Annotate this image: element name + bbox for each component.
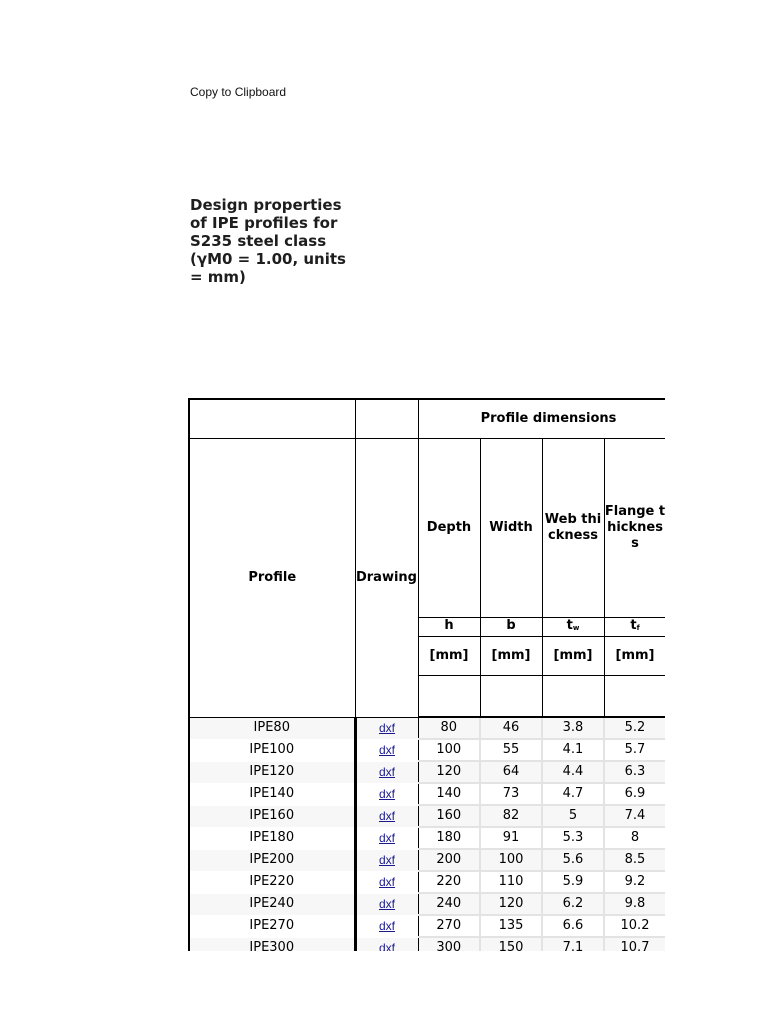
cell-depth: 200 xyxy=(418,849,480,871)
cell-web-thickness: 5 xyxy=(542,805,604,827)
cell-depth: 300 xyxy=(418,937,480,951)
cell-width: 100 xyxy=(480,849,542,871)
cell-web-thickness: 6.6 xyxy=(542,915,604,937)
cell-profile: IPE220 xyxy=(189,871,355,893)
symbol-b: b xyxy=(480,618,542,637)
header-depth: Depth xyxy=(418,439,480,618)
table-container xyxy=(188,398,665,951)
header-empty-cell xyxy=(480,676,542,718)
cell-web-thickness: 7.1 xyxy=(542,937,604,951)
table-row xyxy=(189,893,665,915)
cell-web-thickness: 5.3 xyxy=(542,827,604,849)
header-empty-cell xyxy=(604,676,665,718)
cell-flange-thickness: 9.2 xyxy=(604,871,665,893)
cell-flange-thickness: 7.4 xyxy=(604,805,665,827)
dxf-download-link[interactable]: dxf xyxy=(378,720,395,735)
dxf-download-link[interactable]: dxf xyxy=(378,786,395,801)
cell-depth: 160 xyxy=(418,805,480,827)
cell-drawing xyxy=(355,893,418,915)
table-body xyxy=(189,717,665,951)
cell-flange-thickness: 9.8 xyxy=(604,893,665,915)
cell-width: 64 xyxy=(480,761,542,783)
cell-width: 55 xyxy=(480,739,542,761)
cell-profile: IPE100 xyxy=(189,739,355,761)
cell-width: 150 xyxy=(480,937,542,951)
cell-flange-thickness: 10.2 xyxy=(604,915,665,937)
table-header xyxy=(189,399,665,717)
dxf-download-link[interactable]: dxf xyxy=(378,808,395,823)
table-row xyxy=(189,871,665,893)
cell-flange-thickness: 5.2 xyxy=(604,717,665,739)
cell-profile: IPE270 xyxy=(189,915,355,937)
cell-depth: 120 xyxy=(418,761,480,783)
cell-profile: IPE160 xyxy=(189,805,355,827)
cell-profile: IPE80 xyxy=(189,717,355,739)
table-row xyxy=(189,915,665,937)
page-title: Design properties of IPE profiles for S235 steel class (γM0 = 1.00, units = mm) xyxy=(190,196,346,286)
cell-drawing xyxy=(355,871,418,893)
dxf-download-link[interactable]: dxf xyxy=(378,852,395,867)
cell-flange-thickness: 8 xyxy=(604,827,665,849)
cell-width: 135 xyxy=(480,915,542,937)
cell-flange-thickness: 5.7 xyxy=(604,739,665,761)
cell-drawing xyxy=(355,739,418,761)
header-empty-cell xyxy=(418,676,480,718)
cell-drawing xyxy=(355,849,418,871)
cell-drawing xyxy=(355,783,418,805)
cell-web-thickness: 4.4 xyxy=(542,761,604,783)
cell-width: 91 xyxy=(480,827,542,849)
table-row xyxy=(189,739,665,761)
cell-depth: 140 xyxy=(418,783,480,805)
unit-h: [mm] xyxy=(418,637,480,676)
symbol-tf: $t_f$ xyxy=(604,618,665,637)
cell-profile: IPE120 xyxy=(189,761,355,783)
cell-profile: IPE180 xyxy=(189,827,355,849)
cell-profile: IPE140 xyxy=(189,783,355,805)
dxf-download-link[interactable]: dxf xyxy=(378,874,395,889)
cell-depth: 80 xyxy=(418,717,480,739)
dxf-download-link[interactable]: dxf xyxy=(378,764,395,779)
cell-width: 120 xyxy=(480,893,542,915)
header-profile: Profile xyxy=(189,439,355,718)
table-row xyxy=(189,783,665,805)
cell-depth: 240 xyxy=(418,893,480,915)
unit-tw: [mm] xyxy=(542,637,604,676)
cell-depth: 180 xyxy=(418,827,480,849)
cell-drawing xyxy=(355,805,418,827)
cell-flange-thickness: 6.9 xyxy=(604,783,665,805)
cell-web-thickness: 6.2 xyxy=(542,893,604,915)
cell-web-thickness: 4.1 xyxy=(542,739,604,761)
header-profile-dimensions: Profile dimensions xyxy=(418,399,665,439)
unit-b: [mm] xyxy=(480,637,542,676)
cell-flange-thickness: 6.3 xyxy=(604,761,665,783)
cell-drawing xyxy=(355,827,418,849)
header-web-thickness: Web thickness xyxy=(542,439,604,618)
table-row xyxy=(189,761,665,783)
copy-to-clipboard-link[interactable]: Copy to Clipboard xyxy=(190,85,287,99)
table-row xyxy=(189,805,665,827)
cell-depth: 220 xyxy=(418,871,480,893)
cell-width: 46 xyxy=(480,717,542,739)
symbol-h: h xyxy=(418,618,480,637)
header-width: Width xyxy=(480,439,542,618)
cell-depth: 100 xyxy=(418,739,480,761)
cell-width: 110 xyxy=(480,871,542,893)
table-row xyxy=(189,717,665,739)
table-row xyxy=(189,937,665,951)
cell-profile: IPE240 xyxy=(189,893,355,915)
cell-web-thickness: 3.8 xyxy=(542,717,604,739)
header-drawing: Drawing xyxy=(355,439,418,718)
cell-width: 73 xyxy=(480,783,542,805)
cell-drawing xyxy=(355,937,418,951)
header-flange-thickness: Flange thickness xyxy=(604,439,665,618)
cell-flange-thickness: 10.7 xyxy=(604,937,665,951)
cell-web-thickness: 4.7 xyxy=(542,783,604,805)
ipe-properties-table xyxy=(188,398,665,951)
header-empty-cell xyxy=(542,676,604,718)
cell-drawing xyxy=(355,761,418,783)
header-blank-drawing xyxy=(355,399,418,439)
cell-drawing xyxy=(355,915,418,937)
dxf-download-link[interactable]: dxf xyxy=(378,940,395,951)
cell-flange-thickness: 8.5 xyxy=(604,849,665,871)
cell-depth: 270 xyxy=(418,915,480,937)
cell-web-thickness: 5.9 xyxy=(542,871,604,893)
cell-width: 82 xyxy=(480,805,542,827)
cell-web-thickness: 5.6 xyxy=(542,849,604,871)
dxf-download-link[interactable]: dxf xyxy=(378,896,395,911)
unit-tf: [mm] xyxy=(604,637,665,676)
cell-drawing xyxy=(355,717,418,739)
cell-profile: IPE200 xyxy=(189,849,355,871)
dxf-download-link[interactable]: dxf xyxy=(378,830,395,845)
symbol-tw: $t_w$ xyxy=(542,618,604,637)
table-row xyxy=(189,827,665,849)
header-blank-profile xyxy=(189,399,355,439)
cell-profile: IPE300 xyxy=(189,937,355,951)
dxf-download-link[interactable]: dxf xyxy=(378,918,395,933)
table-row xyxy=(189,849,665,871)
dxf-download-link[interactable]: dxf xyxy=(378,742,395,757)
